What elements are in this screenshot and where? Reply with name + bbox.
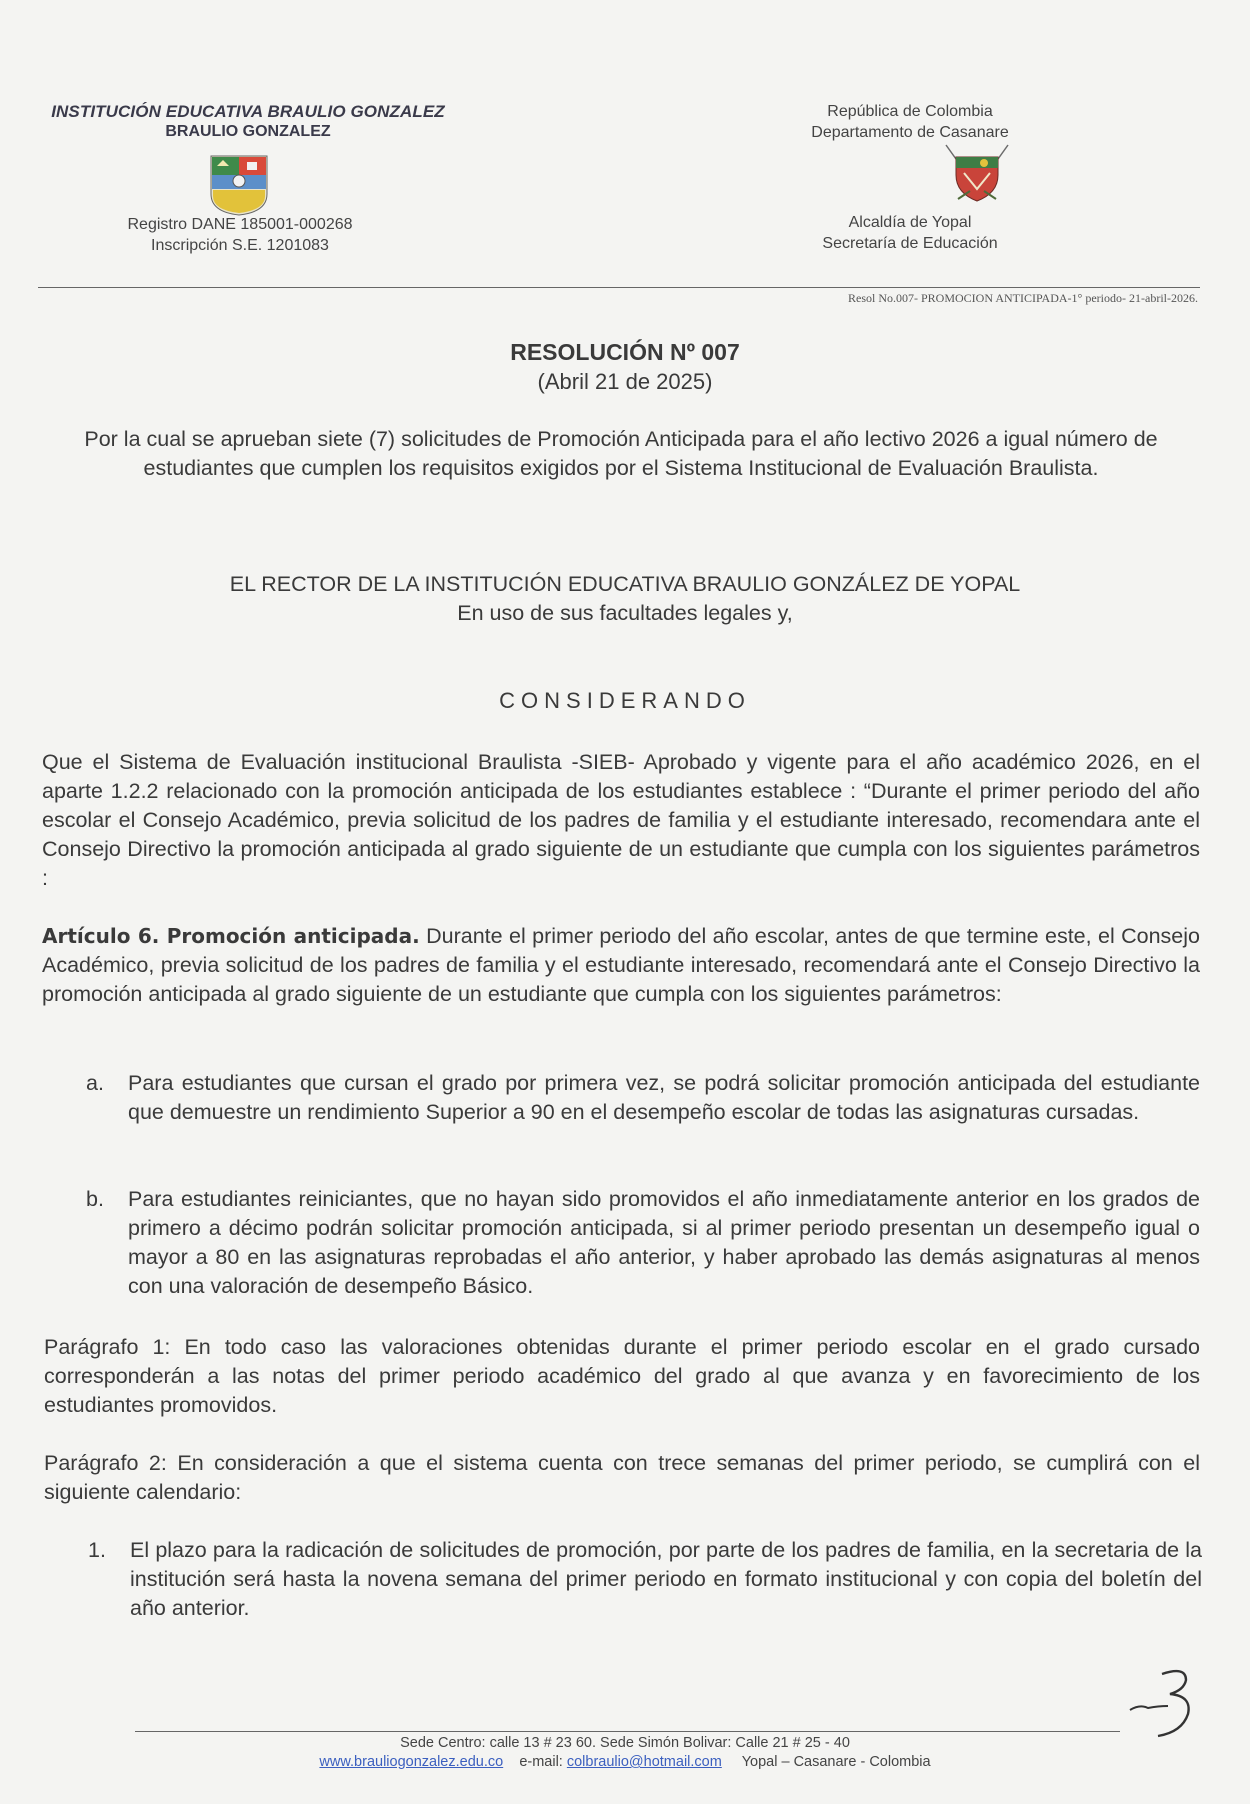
list-item bbox=[86, 1069, 1206, 1159]
numbered-item-text: El plazo para la radicación de solicitudes de promoción, por parte de los padres de familia, en la secretaria de la institución será hasta la novena semana del primer periodo en formato institucional y con copia del boletín del año anterior. bbox=[130, 1538, 1202, 1620]
institution-header bbox=[38, 102, 458, 141]
website-link[interactable]: www.brauliogonzalez.edu.co bbox=[319, 1754, 504, 1770]
inscripcion: Inscripción S.E. 1201083 bbox=[151, 237, 329, 254]
numbered-item bbox=[88, 1536, 1208, 1626]
footer bbox=[0, 1734, 1250, 1772]
rector-line-1: EL RECTOR DE LA INSTITUCIÓN EDUCATIVA BRAULIO GONZÁLEZ DE YOPAL bbox=[229, 572, 1021, 596]
casanare-shield-icon bbox=[940, 143, 1014, 209]
secretaria-name: Secretaría de Educación bbox=[822, 235, 998, 252]
government-header bbox=[760, 101, 1060, 143]
institution-logo bbox=[209, 154, 269, 216]
footer-addresses: Sede Centro: calle 13 # 23 60. Sede Simón Bolivar: Calle 21 # 25 - 40 bbox=[400, 1735, 850, 1751]
resolution-reference: Resol No.007- PROMOCION ANTICIPADA-1° periodo- 21-abril-2026. bbox=[847, 291, 1198, 305]
article-text: Durante el primer periodo del año escolar, antes de que termine este, el Consejo Académico, previa solicitud de los padres de familia y el estudiante interesado, recomendará ante el Consejo Directivo la promoción anticipada al grado siguiente de un estudiante que cumpla con los siguientes parámetros: bbox=[42, 924, 1200, 1006]
paragrafo-2: Parágrafo 2: En consideración a que el sistema cuenta con trece semanas del primer periodo, se cumplirá con el siguiente calendario: bbox=[44, 1451, 1200, 1504]
department-name: Departamento de Casanare bbox=[811, 124, 1009, 141]
institution-name: INSTITUCIÓN EDUCATIVA BRAULIO GONZALEZ bbox=[51, 102, 445, 121]
page-signature-mark bbox=[1128, 1662, 1208, 1742]
resolution-date: (Abril 21 de 2025) bbox=[537, 369, 713, 394]
paragrafo-1: Parágrafo 1: En todo caso las valoraciones obtenidas durante el primer periodo escolar en el grado cursado corresponderán a las notas del primer periodo académico del grado al que avanza y en favorecimiento de los estudiantes promovidos. bbox=[44, 1335, 1200, 1417]
registration-info bbox=[60, 214, 420, 256]
alcaldia-name: Alcaldía de Yopal bbox=[848, 214, 972, 231]
footer-location: Yopal – Casanare - Colombia bbox=[741, 1754, 931, 1770]
article-title: Artículo 6. Promoción anticipada. bbox=[42, 924, 420, 948]
paragraph-sieb: Que el Sistema de Evaluación institucional Braulista -SIEB- Aprobado y vigente para el año académico 2026, en el aparte 1.2.2 relacionado con la promoción anticipada de los estudiantes establece : “Durante el primer periodo del año escolar el Consejo Académico, previa solicitud de los padres de familia y el estudiante interesado, recomendara ante el Consejo Directivo la promoción anticipada al grado siguiente de un estudiante que cumpla con los siguientes parámetros : bbox=[42, 750, 1200, 890]
institution-subtitle: BRAULIO GONZALEZ bbox=[165, 123, 331, 140]
considerando-heading: CONSIDERANDO bbox=[499, 688, 751, 713]
paragraph-article-6 bbox=[42, 922, 1200, 1009]
header-divider bbox=[38, 287, 1200, 288]
footer-divider bbox=[135, 1731, 1120, 1732]
resolution-intro: Por la cual se aprueban siete (7) solicitudes de Promoción Anticipada para el año lectivo 2026 a igual número de estudiantes que cumplen los requisitos exigidos por el Sistema Institucional de Evaluación Braulista. bbox=[84, 427, 1158, 480]
footer-contact bbox=[0, 1753, 1250, 1772]
list-item bbox=[86, 1185, 1206, 1305]
email-label: e-mail: bbox=[519, 1754, 563, 1770]
country-name: República de Colombia bbox=[827, 103, 993, 120]
list-item-text: Para estudiantes reiniciantes, que no hayan sido promovidos el año inmediatamente anterior en los grados de primero a décimo podrán solicitar promoción anticipada, si al primer periodo presentan un desempeño igual o mayor a 80 en las asignaturas reprobadas el año anterior, y haber aprobado las demás asignaturas al menos con una valoración de desempeño Básico. bbox=[128, 1187, 1200, 1298]
resolution-title: RESOLUCIÓN Nº 007 bbox=[510, 339, 740, 365]
list-marker: a. bbox=[86, 1071, 104, 1095]
alcaldia-info bbox=[760, 212, 1060, 254]
rector-line-2: En uso de sus facultades legales y, bbox=[457, 601, 793, 625]
email-link[interactable]: colbraulio@hotmail.com bbox=[566, 1754, 722, 1770]
list-marker: 1. bbox=[88, 1538, 106, 1562]
list-item-text: Para estudiantes que cursan el grado por primera vez, se podrá solicitar promoción anticipada del estudiante que demuestre un rendimiento Superior a 90 en el desempeño escolar de todas las asignaturas cursadas. bbox=[128, 1071, 1200, 1124]
registro-dane: Registro DANE 185001-000268 bbox=[127, 216, 353, 233]
list-marker: b. bbox=[86, 1187, 104, 1211]
rector-statement bbox=[0, 570, 1250, 628]
